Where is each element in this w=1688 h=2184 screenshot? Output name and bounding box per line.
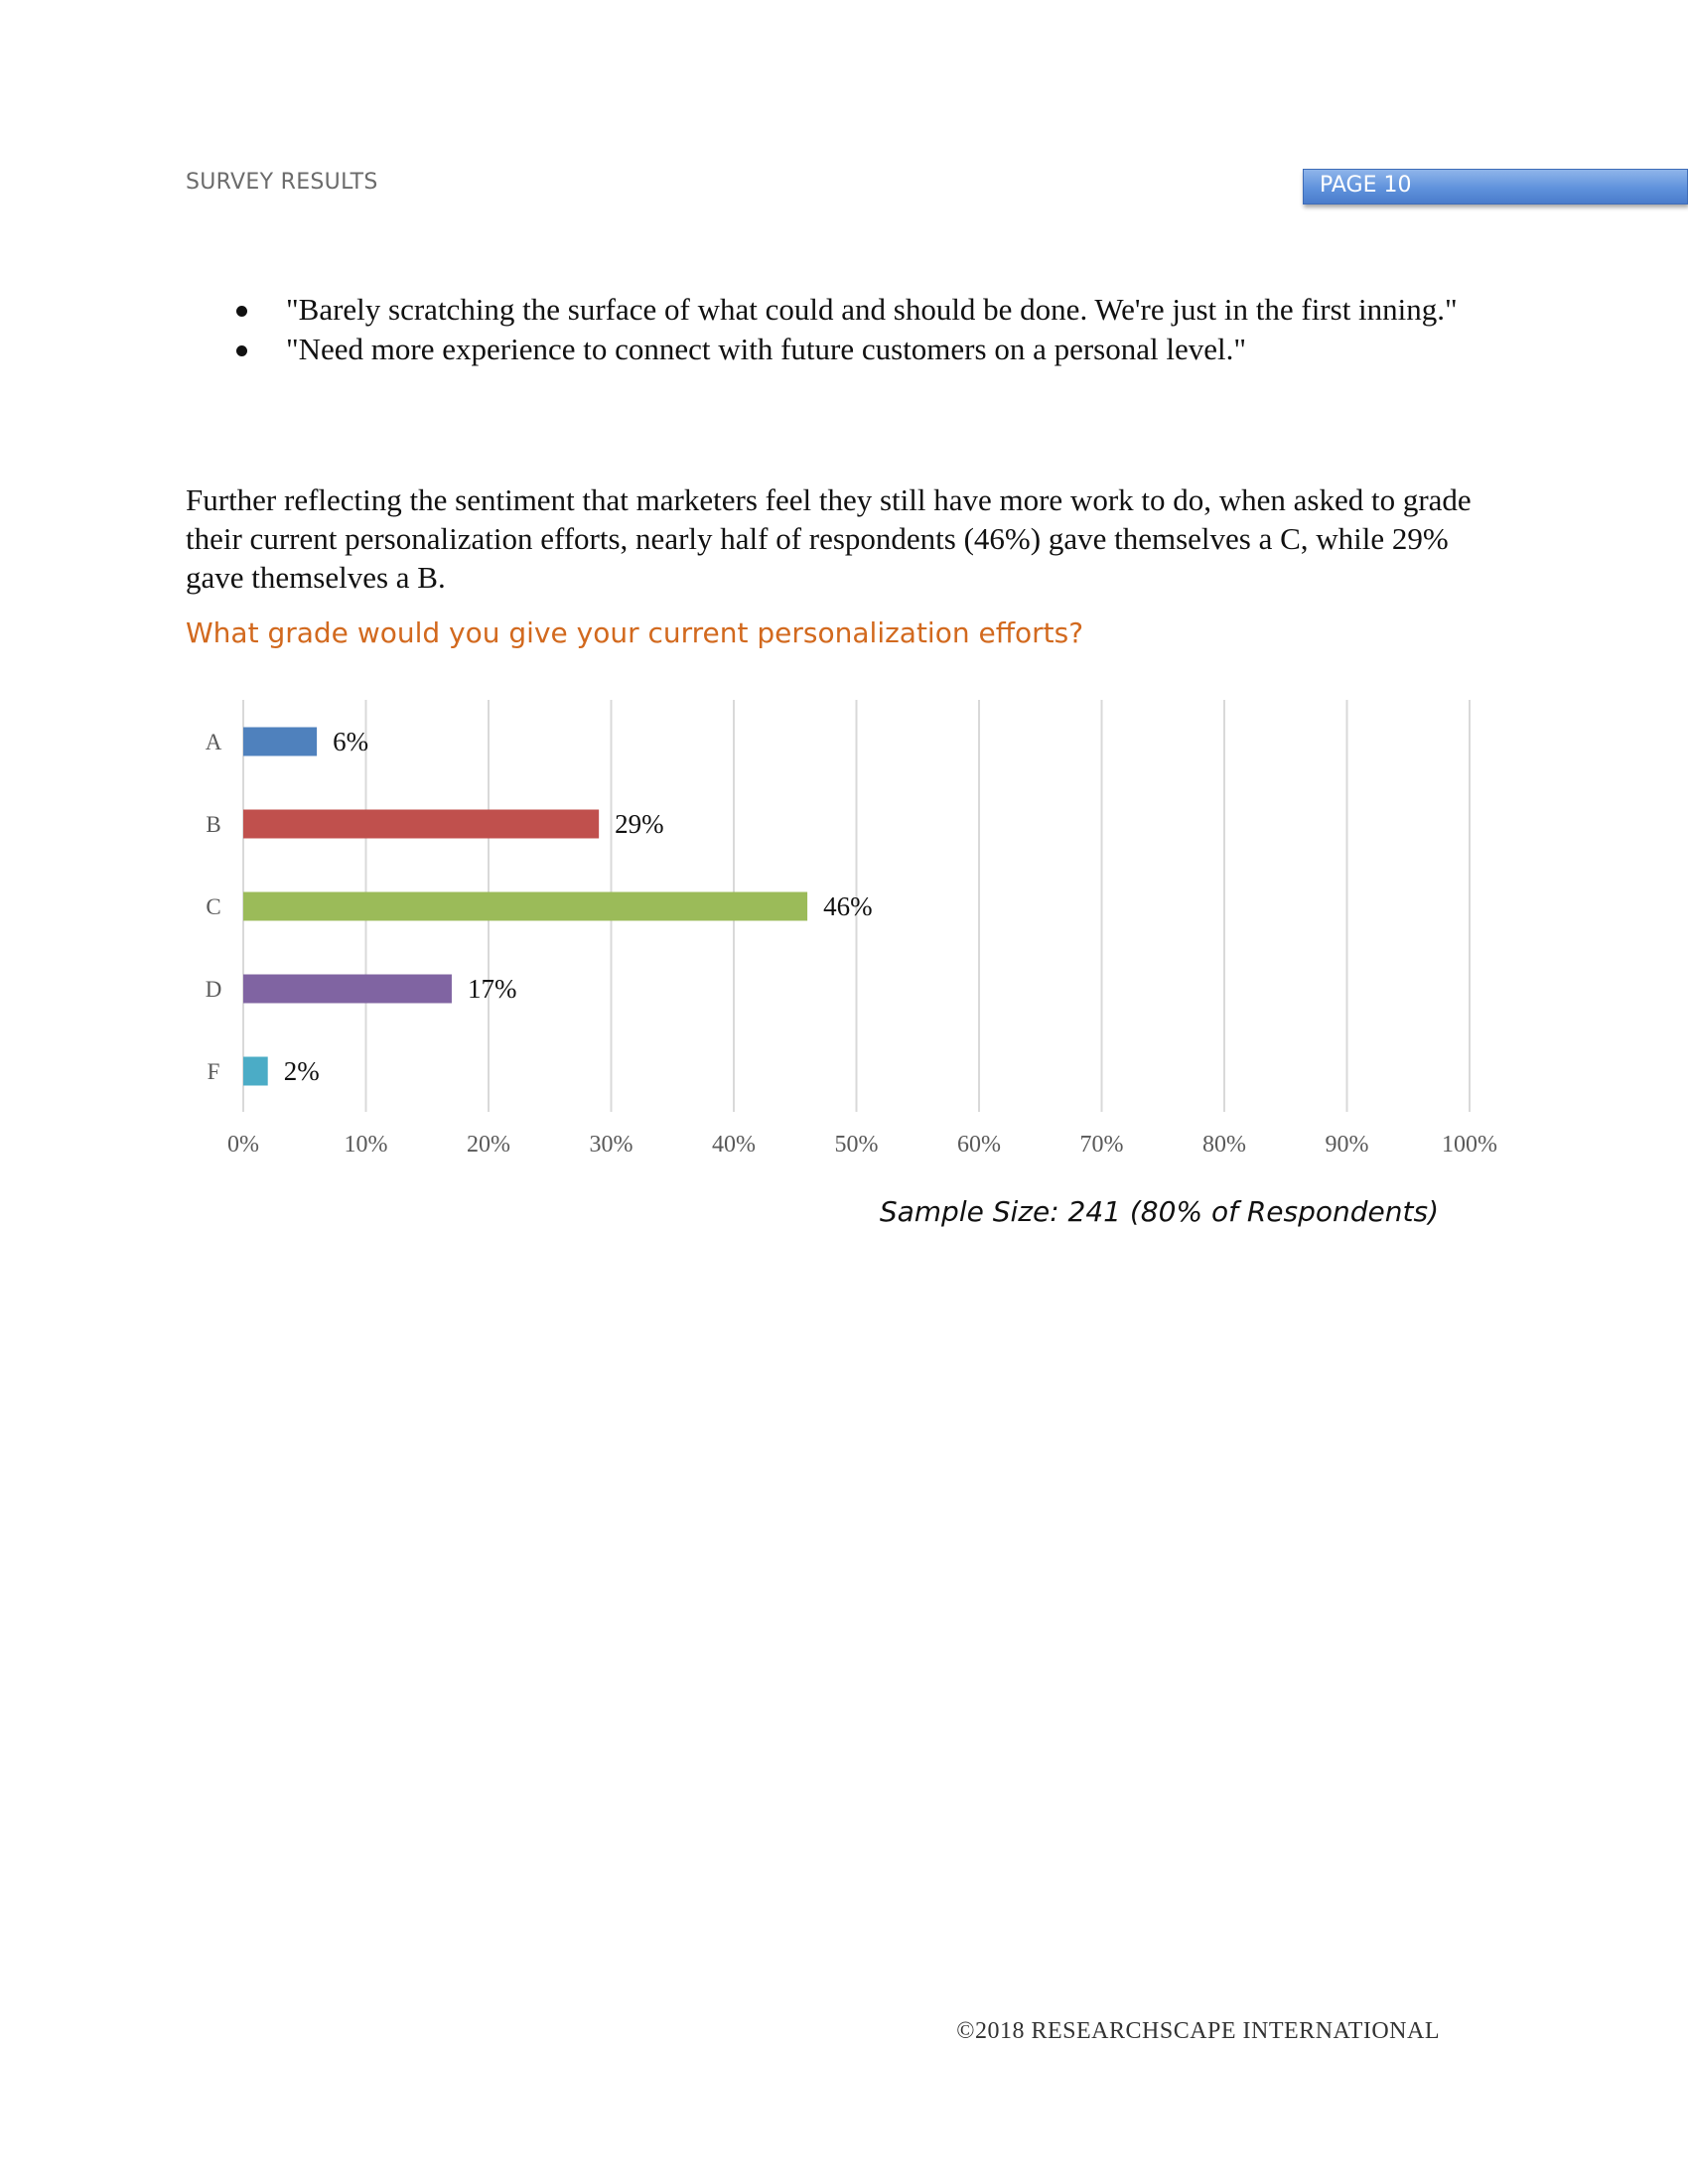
quote-list: [230, 290, 1481, 369]
category-label: B: [206, 812, 221, 837]
x-tick-label: 20%: [467, 1132, 510, 1158]
quote-item: [230, 290, 1481, 330]
x-tick-label: 80%: [1202, 1132, 1246, 1158]
data-label: 29%: [615, 809, 664, 839]
body-paragraph: Further reflecting the sentiment that marketers feel they still have more work to do, when asked to grade their current personalization efforts, nearly half of respondents (46%) gave themselves a C, while 29% gave themselves a B.: [186, 482, 1472, 595]
quote-text: "Barely scratching the surface of what could and should be done. We're just in the first inning.": [286, 292, 1458, 327]
quote-item: [230, 330, 1481, 369]
chart-question: What grade would you give your current personalization efforts?: [186, 616, 1084, 649]
bar: [243, 728, 317, 756]
grade-bar-chart: [189, 695, 1519, 1171]
data-label: 6%: [333, 727, 369, 756]
bar: [243, 1057, 268, 1086]
bullet-icon: [236, 306, 247, 317]
bar: [243, 892, 807, 921]
bullet-icon: [236, 345, 247, 356]
running-header: SURVEY RESULTS: [186, 170, 378, 195]
data-label: 17%: [467, 974, 517, 1004]
category-label: D: [205, 977, 222, 1002]
x-tick-label: 60%: [957, 1132, 1001, 1158]
data-label: 2%: [283, 1056, 320, 1086]
bar: [243, 975, 452, 1004]
copyright-footer: ©2018 RESEARCHSCAPE INTERNATIONAL: [956, 2018, 1440, 2044]
x-tick-label: 10%: [344, 1132, 388, 1158]
x-tick-label: 90%: [1325, 1132, 1369, 1158]
x-tick-label: 70%: [1079, 1132, 1124, 1158]
quote-text: "Need more experience to connect with future customers on a personal level.": [286, 332, 1246, 366]
sample-size-note: Sample Size: 241 (80% of Respondents): [879, 1195, 1439, 1228]
x-tick-label: 30%: [589, 1132, 633, 1158]
page-number-tab: PAGE 10: [1303, 169, 1688, 205]
category-label: C: [206, 894, 221, 919]
category-label: A: [205, 730, 222, 754]
data-label: 46%: [823, 891, 873, 921]
bar: [243, 810, 599, 839]
x-tick-label: 50%: [834, 1132, 879, 1158]
x-tick-label: 100%: [1442, 1132, 1497, 1158]
category-label: F: [207, 1059, 220, 1084]
x-tick-label: 0%: [227, 1132, 259, 1158]
x-tick-label: 40%: [712, 1132, 756, 1158]
